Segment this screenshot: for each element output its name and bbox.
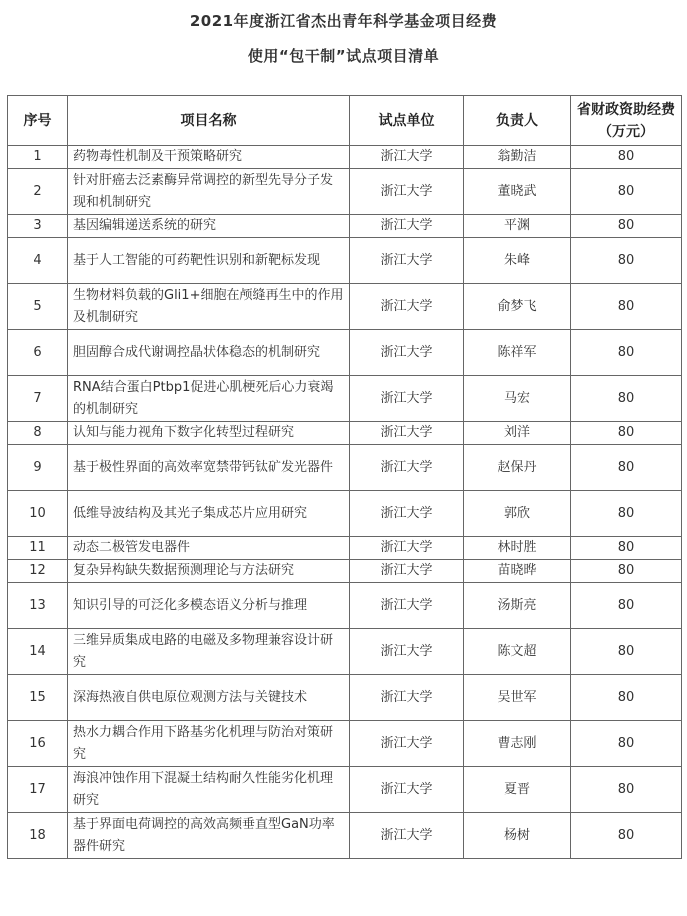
row-person: 俞梦飞 <box>464 284 571 330</box>
row-project-name: 认知与能力视角下数字化转型过程研究 <box>68 422 350 445</box>
row-funding: 80 <box>571 422 682 445</box>
row-no: 7 <box>8 376 68 422</box>
row-person: 陈文超 <box>464 629 571 675</box>
table-row <box>8 422 682 445</box>
row-no: 11 <box>8 537 68 560</box>
row-pilot-unit: 浙江大学 <box>350 767 464 813</box>
row-project-name: 基于人工智能的可药靶性识别和新靶标发现 <box>68 238 350 284</box>
row-funding: 80 <box>571 767 682 813</box>
row-no: 4 <box>8 238 68 284</box>
table-row <box>8 767 682 813</box>
row-no: 9 <box>8 445 68 491</box>
row-pilot-unit: 浙江大学 <box>350 560 464 583</box>
document-title: 2021年度浙江省杰出青年科学基金项目经费 <box>189 12 498 30</box>
table-row <box>8 284 682 330</box>
table-row <box>8 813 682 859</box>
row-funding: 80 <box>571 215 682 238</box>
row-pilot-unit: 浙江大学 <box>350 284 464 330</box>
row-no: 18 <box>8 813 68 859</box>
table-row <box>8 146 682 169</box>
table-row <box>8 215 682 238</box>
row-person: 刘洋 <box>464 422 571 445</box>
table-row <box>8 238 682 284</box>
table-row <box>8 560 682 583</box>
row-no: 10 <box>8 491 68 537</box>
row-no: 13 <box>8 583 68 629</box>
row-person: 夏晋 <box>464 767 571 813</box>
row-pilot-unit: 浙江大学 <box>350 721 464 767</box>
row-project-name: 海浪冲蚀作用下混凝土结构耐久性能劣化机理研究 <box>68 767 350 813</box>
row-no: 16 <box>8 721 68 767</box>
row-project-name: 知识引导的可泛化多模态语义分析与推理 <box>68 583 350 629</box>
row-pilot-unit: 浙江大学 <box>350 491 464 537</box>
row-funding: 80 <box>571 491 682 537</box>
row-no: 6 <box>8 330 68 376</box>
row-pilot-unit: 浙江大学 <box>350 146 464 169</box>
row-pilot-unit: 浙江大学 <box>350 376 464 422</box>
row-funding: 80 <box>571 560 682 583</box>
row-funding: 80 <box>571 238 682 284</box>
row-project-name: 胆固醇合成代谢调控晶状体稳态的机制研究 <box>68 330 350 376</box>
row-funding: 80 <box>571 284 682 330</box>
table-row <box>8 330 682 376</box>
row-no: 17 <box>8 767 68 813</box>
row-pilot-unit: 浙江大学 <box>350 583 464 629</box>
row-pilot-unit: 浙江大学 <box>350 238 464 284</box>
table-row <box>8 583 682 629</box>
row-project-name: 基因编辑递送系统的研究 <box>68 215 350 238</box>
row-no: 8 <box>8 422 68 445</box>
row-funding: 80 <box>571 629 682 675</box>
row-person: 陈祥军 <box>464 330 571 376</box>
table-row <box>8 376 682 422</box>
table-header-row <box>8 96 682 146</box>
table-row <box>8 629 682 675</box>
header-pilot-unit: 试点单位 <box>350 96 464 146</box>
row-pilot-unit: 浙江大学 <box>350 215 464 238</box>
header-project-name: 项目名称 <box>68 96 350 146</box>
header-no: 序号 <box>8 96 68 146</box>
row-pilot-unit: 浙江大学 <box>350 675 464 721</box>
row-project-name: 复杂异构缺失数据预测理论与方法研究 <box>68 560 350 583</box>
row-project-name: 基于极性界面的高效率宽禁带钙钛矿发光器件 <box>68 445 350 491</box>
document-subtitle: 使用“包干制”试点项目清单 <box>247 47 440 65</box>
row-no: 2 <box>8 169 68 215</box>
row-person: 马宏 <box>464 376 571 422</box>
row-person: 汤斯亮 <box>464 583 571 629</box>
header-funding: 省财政资助经费（万元） <box>571 96 682 146</box>
row-project-name: 低维导波结构及其光子集成芯片应用研究 <box>68 491 350 537</box>
row-pilot-unit: 浙江大学 <box>350 330 464 376</box>
row-funding: 80 <box>571 537 682 560</box>
project-list-table <box>7 95 682 859</box>
row-project-name: 基于界面电荷调控的高效高频垂直型GaN功率器件研究 <box>68 813 350 859</box>
row-funding: 80 <box>571 146 682 169</box>
row-no: 3 <box>8 215 68 238</box>
row-pilot-unit: 浙江大学 <box>350 422 464 445</box>
row-pilot-unit: 浙江大学 <box>350 629 464 675</box>
row-pilot-unit: 浙江大学 <box>350 537 464 560</box>
row-project-name: 热水力耦合作用下路基劣化机理与防治对策研究 <box>68 721 350 767</box>
row-project-name: 针对肝癌去泛素酶异常调控的新型先导分子发现和机制研究 <box>68 169 350 215</box>
row-no: 14 <box>8 629 68 675</box>
table-row <box>8 445 682 491</box>
row-person: 赵保丹 <box>464 445 571 491</box>
row-person: 林时胜 <box>464 537 571 560</box>
row-funding: 80 <box>571 813 682 859</box>
row-project-name: 生物材料负载的Gli1+细胞在颅缝再生中的作用及机制研究 <box>68 284 350 330</box>
row-funding: 80 <box>571 330 682 376</box>
row-project-name: RNA结合蛋白Ptbp1促进心肌梗死后心力衰竭的机制研究 <box>68 376 350 422</box>
row-no: 15 <box>8 675 68 721</box>
row-person: 杨树 <box>464 813 571 859</box>
row-person: 吴世军 <box>464 675 571 721</box>
row-pilot-unit: 浙江大学 <box>350 813 464 859</box>
row-funding: 80 <box>571 675 682 721</box>
row-no: 1 <box>8 146 68 169</box>
row-project-name: 药物毒性机制及干预策略研究 <box>68 146 350 169</box>
row-pilot-unit: 浙江大学 <box>350 445 464 491</box>
table-row <box>8 491 682 537</box>
row-person: 平渊 <box>464 215 571 238</box>
row-person: 苗晓晔 <box>464 560 571 583</box>
row-funding: 80 <box>571 376 682 422</box>
row-no: 5 <box>8 284 68 330</box>
row-pilot-unit: 浙江大学 <box>350 169 464 215</box>
row-project-name: 三维异质集成电路的电磁及多物理兼容设计研究 <box>68 629 350 675</box>
row-funding: 80 <box>571 583 682 629</box>
header-person-in-charge: 负责人 <box>464 96 571 146</box>
row-person: 董晓武 <box>464 169 571 215</box>
row-project-name: 深海热液自供电原位观测方法与关键技术 <box>68 675 350 721</box>
row-funding: 80 <box>571 445 682 491</box>
row-person: 郭欣 <box>464 491 571 537</box>
table-row <box>8 169 682 215</box>
row-person: 朱峰 <box>464 238 571 284</box>
row-funding: 80 <box>571 721 682 767</box>
table-row <box>8 721 682 767</box>
row-person: 翁勤洁 <box>464 146 571 169</box>
table-row <box>8 675 682 721</box>
row-no: 12 <box>8 560 68 583</box>
row-funding: 80 <box>571 169 682 215</box>
table-row <box>8 537 682 560</box>
row-person: 曹志刚 <box>464 721 571 767</box>
row-project-name: 动态二极管发电器件 <box>68 537 350 560</box>
